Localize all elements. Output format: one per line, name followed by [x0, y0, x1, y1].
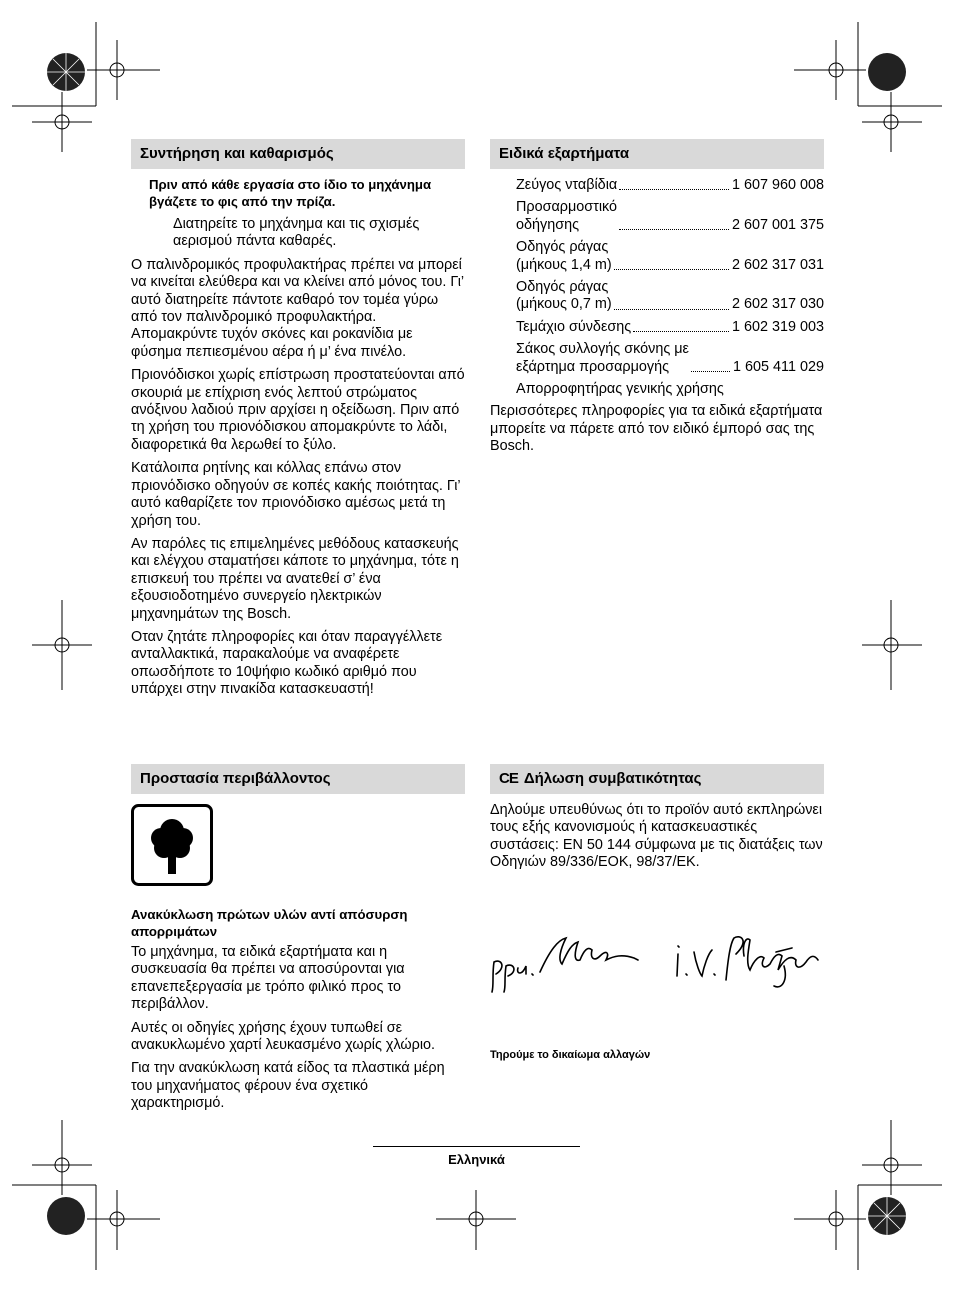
list-item: Προσαρμοστικό οδήγησης 2 607 001 375: [516, 199, 824, 233]
maintenance-paragraph-4: Αν παρόλες τις επιμελημένες μεθόδους κατασκευής και ελέγχου σταματήσει κάποτε το μηχάνημα, τότε η επισκευή του πρέπει να ανατεθεί σ’ ένα εξουσιοδοτημένο συνεργείο ηλεκτρικών μηχανημάτων της Bosch.: [131, 535, 459, 622]
list-item: Σάκος συλλογής σκόνης με εξάρτημα προσαρμογής 1 605 411 029: [516, 341, 824, 375]
environment-section: [131, 764, 465, 1119]
list-item: Ζεύγος νταβίδια 1 607 960 008: [516, 177, 824, 193]
environment-paragraph-2: Αυτές οι οδηγίες χρήσης έχουν τυπωθεί σε ανακυκλωμένο χαρτί λευκασμένο χωρίς χλώριο.: [131, 1019, 436, 1054]
accessories-heading: Ειδικά εξαρτήματα: [490, 139, 824, 169]
maintenance-keep-clean: Διατηρείτε το μηχάνημα και τις σχισμές αερισμού πάντα καθαρές.: [173, 216, 420, 250]
ce-mark: CE: [499, 770, 518, 787]
maintenance-heading: Συντήρηση και καθαρισμός: [131, 139, 465, 169]
environment-paragraph-1: Το μηχάνημα, τα ειδικά εξαρτήματα και η συσκευασία θα πρέπει να αποσύρονται για επανεπεξεργασία με τρόπο φιλικό προς το περιβάλλον.: [131, 944, 405, 1013]
list-item: Οδηγός ράγας (μήκους 1,4 m) 2 602 317 031: [516, 239, 824, 273]
maintenance-paragraph-3: Κατάλοιπα ρητίνης και κόλλας επάνω στον πριονόδισκο οδηγούν σε κοπές κακής ποιότητας. Γι’ αυτό καθαρίζετε τον πριονόδισκο αμέσως μετά τη χρήση του.: [131, 460, 461, 529]
environment-paragraph-3: Για την ανακύκλωση κατά είδος τα πλαστικά μέρη του μηχανήματος φέρουν ένα σχετικό χαρακτηρισμό.: [131, 1060, 445, 1112]
list-item: Απορροφητήρας γενικής χρήσης: [516, 381, 724, 398]
accessories-section: [490, 139, 824, 462]
accessories-note: Περισσότερες πληροφορίες για τα ειδικά εξαρτήματα μπορείτε να πάρετε από τον ειδικό έμπορό σας της Bosch.: [490, 403, 823, 455]
list-item: Οδηγός ράγας (μήκους 0,7 m) 2 602 317 030: [516, 279, 824, 313]
conformity-text: Δηλούμε υπευθύνως ότι το προϊόν αυτό εκπληρώνει τους εξής κανονισμούς ή κατασκευαστικές συστάσεις: EN 50 144 σύμφωνα με τις διατάξεις των Οδηγιών 89/336/ΕΟΚ, 98/37/ΕΚ.: [490, 802, 823, 871]
environment-subtitle: Ανακύκλωση πρώτων υλών αντί απόσυρση απορριμάτων: [131, 907, 408, 939]
conformity-heading: CE Δήλωση συμβατικότητας: [490, 764, 824, 794]
signatures: [488, 930, 828, 1000]
accessories-list: [490, 177, 824, 398]
maintenance-warning: Πριν από κάθε εργασία στο ίδιο το μηχάνημα βγάζετε το φις από την πρίζα.: [149, 177, 432, 209]
maintenance-section: [131, 139, 465, 705]
maintenance-paragraph-2: Πριονόδισκοι χωρίς επίστρωση προστατεύονται από σκουριά με επίχριση ενός λεπτού στρώματος ανόξινου λαδιού πριν αρχίσει η οξείδωση. Πριν από τη χρήση του πριονόδισκου απομακρύντε το λάδι, διαφορετικά θα λερωθεί το ξύλο.: [131, 367, 465, 453]
tree-icon: [131, 804, 213, 886]
maintenance-paragraph-5: Οταν ζητάτε πληροφορίες και όταν παραγγέλλετε ανταλλακτικά, παρακαλούμε να αναφέρετε οπωσδήποτε το 10ψήφιο κωδικό αριθμό που υπάρχει στην πινακίδα κατασκευαστή!: [131, 628, 443, 698]
environment-heading: Προστασία περιβάλλοντος: [131, 764, 465, 794]
reserve-changes-note: Τηρούμε το δικαίωμα αλλαγών: [490, 1049, 651, 1061]
footer-divider: [373, 1146, 580, 1147]
conformity-section: [490, 764, 824, 878]
footer-language: Ελληνικά: [448, 1152, 505, 1167]
list-item: Τεμάχιο σύνδεσης 1 602 319 003: [516, 318, 824, 335]
maintenance-paragraph-1: Ο παλινδρομικός προφυλακτήρας πρέπει να μπορεί να κινείται ελεύθερα και να κλείνει από μόνος του. Γι’ αυτό διατηρείτε πάντοτε καθαρό τον τομέα γύρω από τον παλινδρομικό προφυλακτήρα. Απομακρύντε τυχόν σκόνες και ροκανίδια με φύσημα πεπιεσμένου αέρα ή μ’ ένα πινέλο.: [131, 256, 464, 360]
